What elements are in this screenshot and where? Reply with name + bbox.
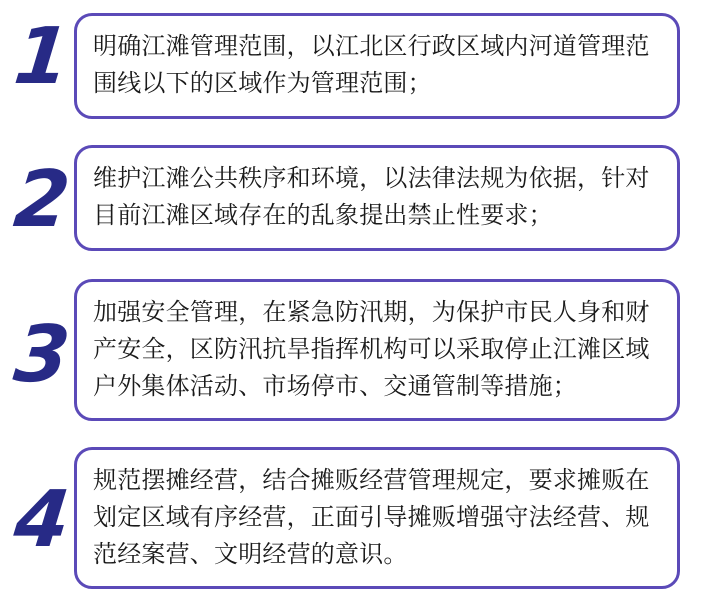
item-1-line-1: 明确江滩管理范围，以江北区行政区域内河道管理范 bbox=[93, 32, 650, 60]
item-text-2 bbox=[93, 160, 661, 234]
item-box-3 bbox=[74, 279, 680, 421]
item-3-line-2: 产安全，区防汛抗旱指挥机构可以采取停止江滩区域 bbox=[93, 335, 650, 363]
item-4-line-2: 划定区域有序经营，正面引导摊贩增强守法经营、规 bbox=[93, 503, 650, 531]
item-box-2 bbox=[74, 145, 680, 251]
item-number-4: 4 bbox=[10, 475, 74, 565]
item-number-1: 1 bbox=[10, 12, 74, 102]
item-3-line-3: 户外集体活动、市场停市、交通管制等措施； bbox=[93, 372, 577, 400]
item-2-line-1: 维护江滩公共秩序和环境，以法律法规为依据，针对 bbox=[93, 164, 650, 192]
item-text-4 bbox=[93, 462, 661, 573]
item-number-3: 3 bbox=[10, 310, 74, 400]
item-text-3 bbox=[93, 294, 661, 405]
item-4-line-3: 范经案营、文明经营的意识。 bbox=[93, 540, 408, 568]
item-text-1 bbox=[93, 28, 661, 102]
item-3-line-1: 加强安全管理，在紧急防汛期，为保护市民人身和财 bbox=[93, 298, 650, 326]
item-number-2: 2 bbox=[10, 155, 74, 245]
item-box-4 bbox=[74, 447, 680, 589]
item-4-line-1: 规范摆摊经营，结合摊贩经营管理规定，要求摊贩在 bbox=[93, 466, 650, 494]
item-box-1 bbox=[74, 13, 680, 119]
item-2-line-2: 目前江滩区域存在的乱象提出禁止性要求； bbox=[93, 201, 553, 229]
item-1-line-2: 围线以下的区域作为管理范围； bbox=[93, 69, 432, 97]
